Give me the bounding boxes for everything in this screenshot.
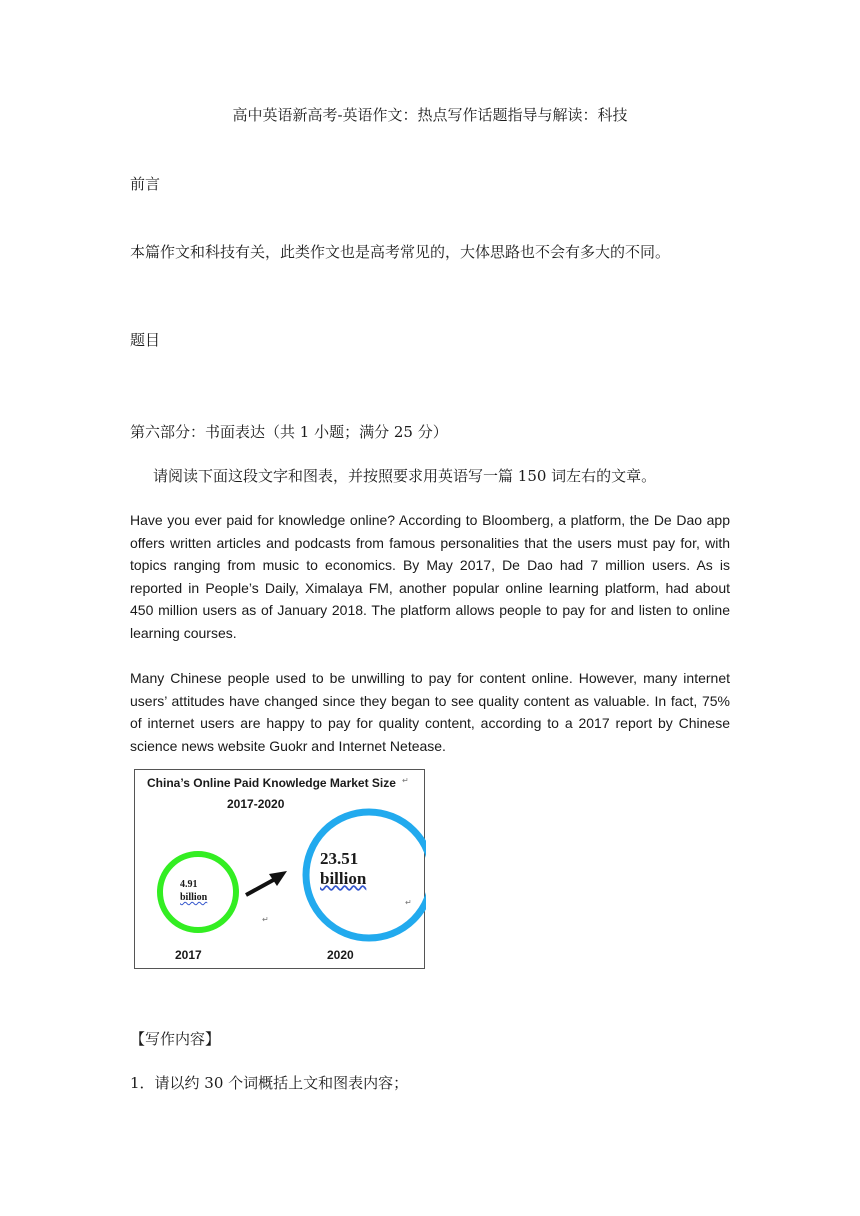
paragraph-mark-icon: ↵ xyxy=(402,776,409,785)
section-heading: 第六部分：书面表达（共 1 小题；满分 25 分） xyxy=(130,423,448,441)
writing-item-1: 1．请以约 30 个词概括上文和图表内容； xyxy=(130,1074,409,1092)
preface-text: 本篇作文和科技有关，此类作文也是高考常见的，大体思路也不会有多大的不同。 xyxy=(130,243,671,261)
market-size-figure xyxy=(134,769,425,969)
figure-subtitle: 2017-2020 xyxy=(227,797,285,811)
growth-arrow-head xyxy=(269,871,287,886)
paragraph-mark-icon: ↵ xyxy=(405,898,412,907)
right-unit: billion xyxy=(320,869,367,888)
growth-arrow-line xyxy=(246,878,277,895)
document-title: 高中英语新高考-英语作文：热点写作话题指导与解读：科技 xyxy=(232,106,628,124)
left-value: 4.91 xyxy=(180,879,198,890)
left-unit: billion xyxy=(180,892,208,903)
instruction-text: 请阅读下面这段文字和图表，并按照要求用英语写一篇 150 词左右的文章。 xyxy=(153,467,657,485)
passage-paragraph-2: Many Chinese people used to be unwilling to pay for content online. However, many internet users’ attitudes have changed since they began to see quality content as valuable. In fact, 75% of internet users are happy to pay for quality content, according to a 2017 report by Chinese science news website Guokr and Internet Netease. xyxy=(130,670,730,754)
paragraph-mark-icon: ↵ xyxy=(262,915,269,924)
figure-title: China’s Online Paid Knowledge Market Size xyxy=(147,776,396,790)
writing-heading: 【写作内容】 xyxy=(130,1030,221,1048)
passage-paragraph-1: Have you ever paid for knowledge online? According to Bloomberg, a platform, the De Dao app offers written articles and podcasts from famous personalities that the users must pay for, with topics ranging from music to economics. By May 2017, De Dao had 7 million users. As is reported in People’s Daily, Ximalaya FM, another popular online learning platform, had about 450 million users as of January 2018. The platform allows people to pay for and listen to online learning courses. xyxy=(130,512,730,641)
right-value: 23.51 xyxy=(320,849,359,868)
left-year: 2017 xyxy=(175,948,202,962)
topic-heading: 题目 xyxy=(130,331,161,349)
preface-heading: 前言 xyxy=(130,175,161,193)
right-year: 2020 xyxy=(327,948,354,962)
